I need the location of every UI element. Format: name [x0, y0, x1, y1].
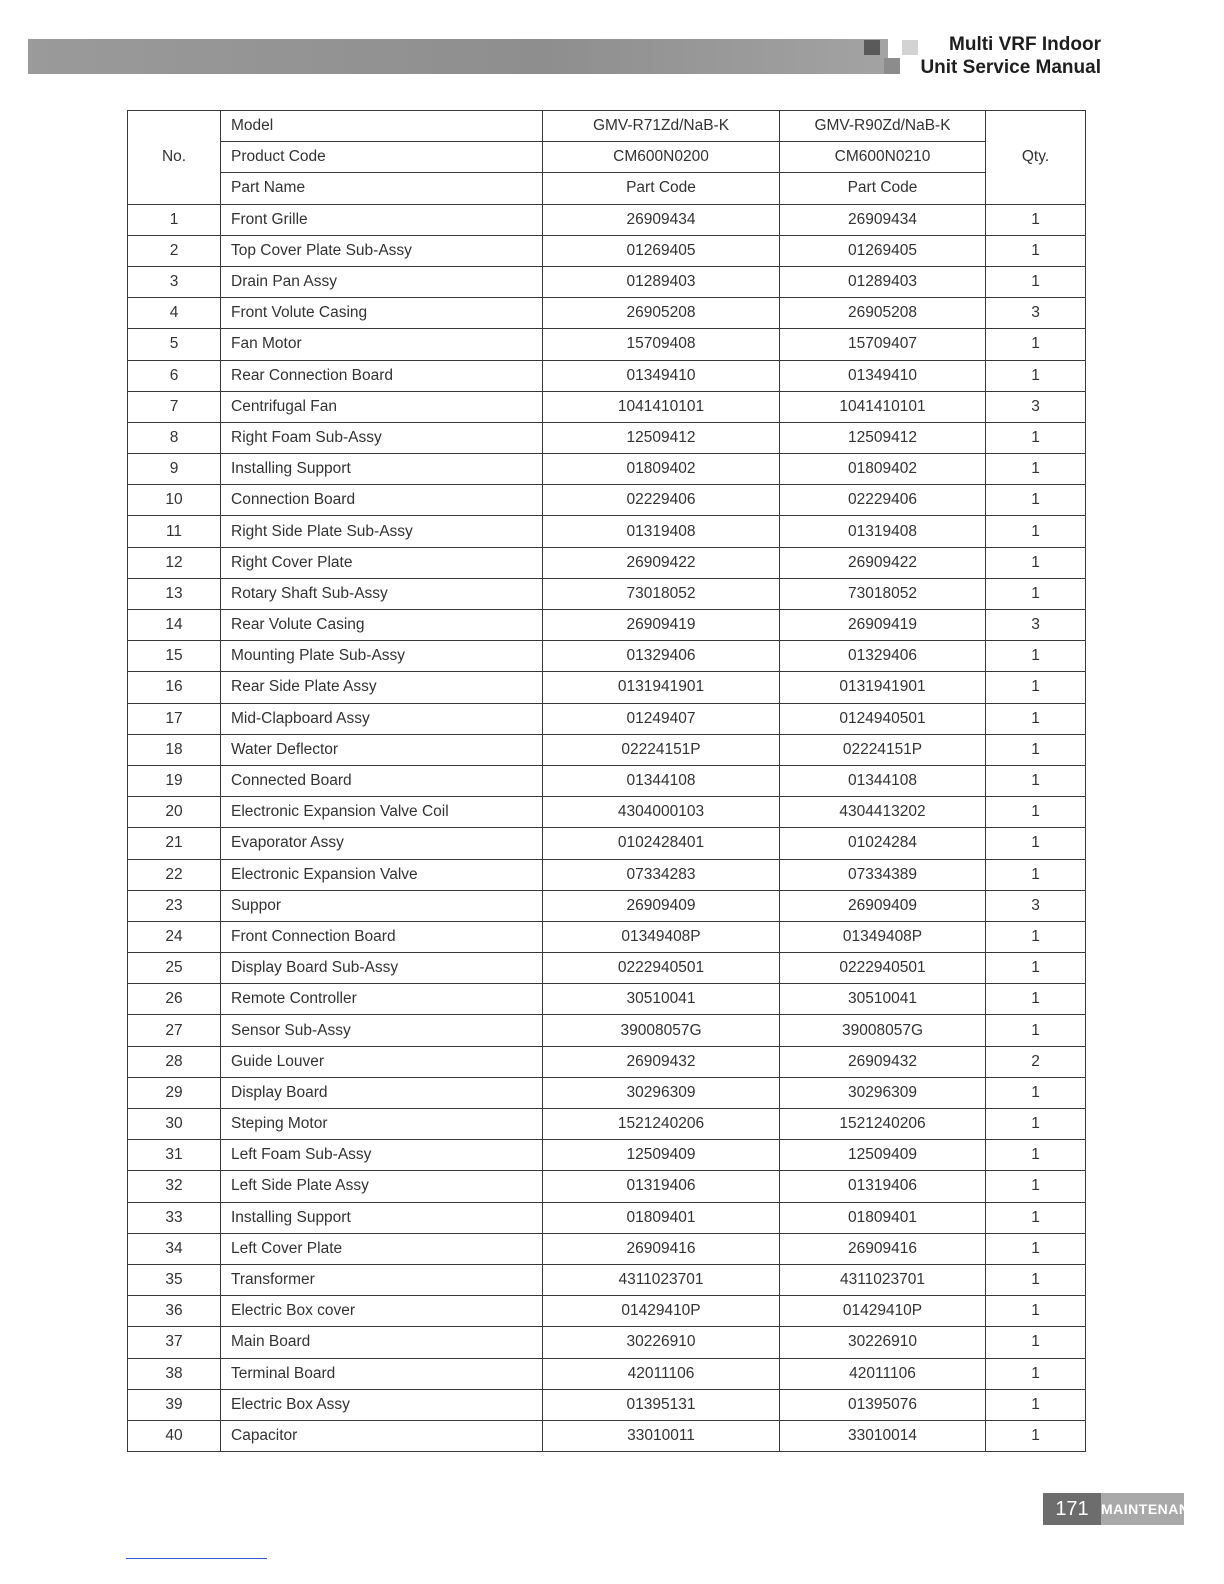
row-code-a: 01349410: [543, 360, 780, 391]
model-a: GMV-R71Zd/NaB-K: [543, 111, 780, 142]
row-part-name: Display Board Sub-Assy: [221, 953, 543, 984]
row-code-a: 33010011: [543, 1420, 780, 1451]
row-code-b: 26909416: [780, 1233, 986, 1264]
model-b: GMV-R90Zd/NaB-K: [780, 111, 986, 142]
row-code-b: 01809401: [780, 1202, 986, 1233]
row-no: 34: [128, 1233, 221, 1264]
row-code-a: 39008057G: [543, 1015, 780, 1046]
row-no: 2: [128, 235, 221, 266]
table-row: [128, 734, 1086, 765]
row-code-b: 30296309: [780, 1077, 986, 1108]
row-code-b: 26909409: [780, 890, 986, 921]
row-code-b: 33010014: [780, 1420, 986, 1451]
table-row: [128, 797, 1086, 828]
row-code-b: 26909422: [780, 547, 986, 578]
row-code-a: 30226910: [543, 1327, 780, 1358]
row-code-a: 01269405: [543, 235, 780, 266]
qty-header: Qty.: [986, 111, 1086, 205]
row-code-b: 01269405: [780, 235, 986, 266]
table-row: [128, 1046, 1086, 1077]
table-row: [128, 1389, 1086, 1420]
row-no: 17: [128, 703, 221, 734]
row-no: 32: [128, 1171, 221, 1202]
row-qty: 1: [986, 1358, 1086, 1389]
row-part-name: Terminal Board: [221, 1358, 543, 1389]
row-no: 11: [128, 516, 221, 547]
row-part-name: Main Board: [221, 1327, 543, 1358]
table-row: [128, 859, 1086, 890]
row-no: 20: [128, 797, 221, 828]
row-code-a: 1041410101: [543, 391, 780, 422]
row-part-name: Fan Motor: [221, 329, 543, 360]
row-code-b: 4304413202: [780, 797, 986, 828]
table-row: [128, 1015, 1086, 1046]
row-code-b: 12509409: [780, 1140, 986, 1171]
row-qty: 1: [986, 797, 1086, 828]
row-code-a: 42011106: [543, 1358, 780, 1389]
row-no: 22: [128, 859, 221, 890]
row-part-name: Right Foam Sub-Assy: [221, 422, 543, 453]
parts-table: [127, 110, 1086, 1452]
row-part-name: Installing Support: [221, 454, 543, 485]
row-no: 30: [128, 1109, 221, 1140]
row-no: 33: [128, 1202, 221, 1233]
row-qty: 2: [986, 1046, 1086, 1077]
row-part-name: Left Foam Sub-Assy: [221, 1140, 543, 1171]
row-qty: 1: [986, 984, 1086, 1015]
row-code-a: 01809402: [543, 454, 780, 485]
row-no: 31: [128, 1140, 221, 1171]
row-no: 25: [128, 953, 221, 984]
row-part-name: Water Deflector: [221, 734, 543, 765]
row-no: 37: [128, 1327, 221, 1358]
row-code-a: 30510041: [543, 984, 780, 1015]
row-part-name: Top Cover Plate Sub-Assy: [221, 235, 543, 266]
row-code-a: 73018052: [543, 578, 780, 609]
row-code-a: 01319406: [543, 1171, 780, 1202]
row-no: 23: [128, 890, 221, 921]
table-row: [128, 454, 1086, 485]
row-code-a: 01395131: [543, 1389, 780, 1420]
row-code-a: 0102428401: [543, 828, 780, 859]
row-qty: 1: [986, 1171, 1086, 1202]
row-no: 27: [128, 1015, 221, 1046]
table-row: [128, 1109, 1086, 1140]
row-part-name: Display Board: [221, 1077, 543, 1108]
row-qty: 1: [986, 765, 1086, 796]
row-no: 6: [128, 360, 221, 391]
row-code-a: 26909434: [543, 204, 780, 235]
row-qty: 3: [986, 610, 1086, 641]
header-row-part-name: [128, 173, 1086, 204]
row-code-a: 12509412: [543, 422, 780, 453]
table-row: [128, 703, 1086, 734]
model-label: Model: [221, 111, 543, 142]
row-no: 16: [128, 672, 221, 703]
row-no: 9: [128, 454, 221, 485]
header-row-model: [128, 111, 1086, 142]
row-qty: 1: [986, 360, 1086, 391]
row-part-name: Left Cover Plate: [221, 1233, 543, 1264]
row-code-a: 01329406: [543, 641, 780, 672]
row-no: 8: [128, 422, 221, 453]
row-code-a: 26909409: [543, 890, 780, 921]
row-part-name: Transformer: [221, 1264, 543, 1295]
row-code-b: 01395076: [780, 1389, 986, 1420]
table-row: [128, 1140, 1086, 1171]
row-code-b: 01349410: [780, 360, 986, 391]
row-qty: 1: [986, 1202, 1086, 1233]
row-code-b: 26909419: [780, 610, 986, 641]
product-code-a: CM600N0200: [543, 142, 780, 173]
row-part-name: Installing Support: [221, 1202, 543, 1233]
row-qty: 1: [986, 1109, 1086, 1140]
row-qty: 1: [986, 1420, 1086, 1451]
row-code-a: 26905208: [543, 298, 780, 329]
row-part-name: Electric Box Assy: [221, 1389, 543, 1420]
row-no: 4: [128, 298, 221, 329]
row-code-b: 07334389: [780, 859, 986, 890]
row-qty: 1: [986, 921, 1086, 952]
table-row: [128, 765, 1086, 796]
row-part-name: Front Grille: [221, 204, 543, 235]
row-part-name: Mounting Plate Sub-Assy: [221, 641, 543, 672]
row-qty: 1: [986, 329, 1086, 360]
row-part-name: Sensor Sub-Assy: [221, 1015, 543, 1046]
table-row: [128, 391, 1086, 422]
header-square-light: [902, 40, 918, 55]
row-part-name: Connection Board: [221, 485, 543, 516]
row-qty: 1: [986, 1264, 1086, 1295]
row-code-b: 0222940501: [780, 953, 986, 984]
row-qty: 1: [986, 1015, 1086, 1046]
part-name-label: Part Name: [221, 173, 543, 204]
table-row: [128, 1171, 1086, 1202]
row-no: 29: [128, 1077, 221, 1108]
table-row: [128, 1264, 1086, 1295]
row-code-a: 01249407: [543, 703, 780, 734]
row-code-b: 01319406: [780, 1171, 986, 1202]
table-row: [128, 641, 1086, 672]
row-no: 36: [128, 1296, 221, 1327]
row-qty: 1: [986, 578, 1086, 609]
row-code-b: 15709407: [780, 329, 986, 360]
table-row: [128, 266, 1086, 297]
row-qty: 1: [986, 1077, 1086, 1108]
row-no: 39: [128, 1389, 221, 1420]
row-code-b: 01024284: [780, 828, 986, 859]
row-code-a: 01429410P: [543, 1296, 780, 1327]
row-qty: 1: [986, 485, 1086, 516]
manual-title-line1: Multi VRF Indoor: [949, 34, 1101, 55]
row-qty: 1: [986, 1389, 1086, 1420]
row-code-a: 01319408: [543, 516, 780, 547]
row-no: 1: [128, 204, 221, 235]
row-code-b: 0124940501: [780, 703, 986, 734]
row-part-name: Rear Connection Board: [221, 360, 543, 391]
row-code-b: 02229406: [780, 485, 986, 516]
table-row: [128, 828, 1086, 859]
manual-title-line2: Unit Service Manual: [920, 57, 1101, 78]
row-no: 13: [128, 578, 221, 609]
table-row: [128, 235, 1086, 266]
part-code-label-a: Part Code: [543, 173, 780, 204]
row-no: 24: [128, 921, 221, 952]
row-part-name: Guide Louver: [221, 1046, 543, 1077]
row-qty: 1: [986, 516, 1086, 547]
table-row: [128, 953, 1086, 984]
row-code-a: 15709408: [543, 329, 780, 360]
row-code-b: 26905208: [780, 298, 986, 329]
table-row: [128, 1077, 1086, 1108]
table-row: [128, 610, 1086, 641]
manual-title: [920, 33, 1101, 79]
row-no: 40: [128, 1420, 221, 1451]
header-square-mid: [884, 58, 900, 74]
header-square-dark: [864, 40, 880, 55]
row-code-a: 26909432: [543, 1046, 780, 1077]
row-code-a: 02224151P: [543, 734, 780, 765]
row-qty: 1: [986, 266, 1086, 297]
row-qty: 1: [986, 953, 1086, 984]
row-no: 14: [128, 610, 221, 641]
row-code-b: 01429410P: [780, 1296, 986, 1327]
section-label: MAINTENANCE: [1101, 1493, 1184, 1525]
footer-rule: [126, 1558, 267, 1559]
row-part-name: Left Side Plate Assy: [221, 1171, 543, 1202]
row-qty: 1: [986, 547, 1086, 578]
table-row: [128, 360, 1086, 391]
row-part-name: Capacitor: [221, 1420, 543, 1451]
row-part-name: Electric Box cover: [221, 1296, 543, 1327]
row-no: 10: [128, 485, 221, 516]
row-part-name: Front Volute Casing: [221, 298, 543, 329]
row-qty: 3: [986, 391, 1086, 422]
row-code-a: 0222940501: [543, 953, 780, 984]
row-qty: 1: [986, 1140, 1086, 1171]
row-qty: 1: [986, 1327, 1086, 1358]
row-qty: 1: [986, 422, 1086, 453]
product-code-label: Product Code: [221, 142, 543, 173]
row-part-name: Electronic Expansion Valve Coil: [221, 797, 543, 828]
row-part-name: Drain Pan Assy: [221, 266, 543, 297]
row-no: 7: [128, 391, 221, 422]
table-row: [128, 1358, 1086, 1389]
part-code-label-b: Part Code: [780, 173, 986, 204]
row-code-a: 4304000103: [543, 797, 780, 828]
row-code-b: 12509412: [780, 422, 986, 453]
row-code-b: 42011106: [780, 1358, 986, 1389]
row-code-b: 01344108: [780, 765, 986, 796]
row-part-name: Remote Controller: [221, 984, 543, 1015]
row-code-a: 0131941901: [543, 672, 780, 703]
row-qty: 1: [986, 703, 1086, 734]
page-number: 171: [1043, 1493, 1101, 1525]
row-no: 26: [128, 984, 221, 1015]
table-row: [128, 1296, 1086, 1327]
row-no: 35: [128, 1264, 221, 1295]
table-row: [128, 921, 1086, 952]
row-code-b: 30510041: [780, 984, 986, 1015]
row-code-a: 01349408P: [543, 921, 780, 952]
table-row: [128, 204, 1086, 235]
row-code-b: 01319408: [780, 516, 986, 547]
row-no: 12: [128, 547, 221, 578]
row-code-a: 1521240206: [543, 1109, 780, 1140]
row-code-b: 02224151P: [780, 734, 986, 765]
row-no: 3: [128, 266, 221, 297]
row-code-b: 73018052: [780, 578, 986, 609]
row-no: 18: [128, 734, 221, 765]
row-part-name: Suppor: [221, 890, 543, 921]
row-part-name: Rear Volute Casing: [221, 610, 543, 641]
table-row: [128, 1233, 1086, 1264]
row-code-a: 01809401: [543, 1202, 780, 1233]
row-part-name: Connected Board: [221, 765, 543, 796]
row-code-a: 26909422: [543, 547, 780, 578]
table-row: [128, 422, 1086, 453]
row-qty: 3: [986, 890, 1086, 921]
row-code-b: 4311023701: [780, 1264, 986, 1295]
table-row: [128, 578, 1086, 609]
row-qty: 1: [986, 734, 1086, 765]
row-part-name: Right Cover Plate: [221, 547, 543, 578]
row-code-b: 01809402: [780, 454, 986, 485]
row-code-b: 1041410101: [780, 391, 986, 422]
table-row: [128, 1420, 1086, 1451]
row-code-a: 01344108: [543, 765, 780, 796]
row-code-a: 26909416: [543, 1233, 780, 1264]
table-row: [128, 1327, 1086, 1358]
row-no: 38: [128, 1358, 221, 1389]
table-row: [128, 516, 1086, 547]
row-code-a: 30296309: [543, 1077, 780, 1108]
row-no: 28: [128, 1046, 221, 1077]
row-code-a: 02229406: [543, 485, 780, 516]
row-qty: 1: [986, 1233, 1086, 1264]
row-code-b: 1521240206: [780, 1109, 986, 1140]
row-qty: 1: [986, 859, 1086, 890]
row-code-b: 26909432: [780, 1046, 986, 1077]
row-part-name: Rear Side Plate Assy: [221, 672, 543, 703]
row-code-b: 30226910: [780, 1327, 986, 1358]
row-code-a: 4311023701: [543, 1264, 780, 1295]
row-no: 5: [128, 329, 221, 360]
row-code-b: 01289403: [780, 266, 986, 297]
table-row: [128, 1202, 1086, 1233]
row-part-name: Electronic Expansion Valve: [221, 859, 543, 890]
no-header: No.: [128, 111, 221, 205]
row-qty: 1: [986, 454, 1086, 485]
row-code-b: 0131941901: [780, 672, 986, 703]
row-part-name: Centrifugal Fan: [221, 391, 543, 422]
header-row-product-code: [128, 142, 1086, 173]
table-row: [128, 984, 1086, 1015]
row-qty: 1: [986, 672, 1086, 703]
row-part-name: Mid-Clapboard Assy: [221, 703, 543, 734]
table-row: [128, 547, 1086, 578]
row-qty: 1: [986, 641, 1086, 672]
row-part-name: Rotary Shaft Sub-Assy: [221, 578, 543, 609]
row-qty: 3: [986, 298, 1086, 329]
product-code-b: CM600N0210: [780, 142, 986, 173]
row-part-name: Front Connection Board: [221, 921, 543, 952]
row-part-name: Right Side Plate Sub-Assy: [221, 516, 543, 547]
row-code-a: 12509409: [543, 1140, 780, 1171]
row-no: 21: [128, 828, 221, 859]
row-qty: 1: [986, 204, 1086, 235]
table-row: [128, 298, 1086, 329]
row-part-name: Evaporator Assy: [221, 828, 543, 859]
table-row: [128, 329, 1086, 360]
row-qty: 1: [986, 1296, 1086, 1327]
row-code-b: 39008057G: [780, 1015, 986, 1046]
row-code-b: 01349408P: [780, 921, 986, 952]
table-row: [128, 890, 1086, 921]
row-code-a: 26909419: [543, 610, 780, 641]
row-code-a: 07334283: [543, 859, 780, 890]
row-no: 19: [128, 765, 221, 796]
row-part-name: Steping Motor: [221, 1109, 543, 1140]
row-qty: 1: [986, 235, 1086, 266]
row-code-b: 01329406: [780, 641, 986, 672]
row-code-a: 01289403: [543, 266, 780, 297]
row-no: 15: [128, 641, 221, 672]
table-row: [128, 672, 1086, 703]
row-code-b: 26909434: [780, 204, 986, 235]
header-bar: [28, 39, 888, 74]
table-row: [128, 485, 1086, 516]
row-qty: 1: [986, 828, 1086, 859]
